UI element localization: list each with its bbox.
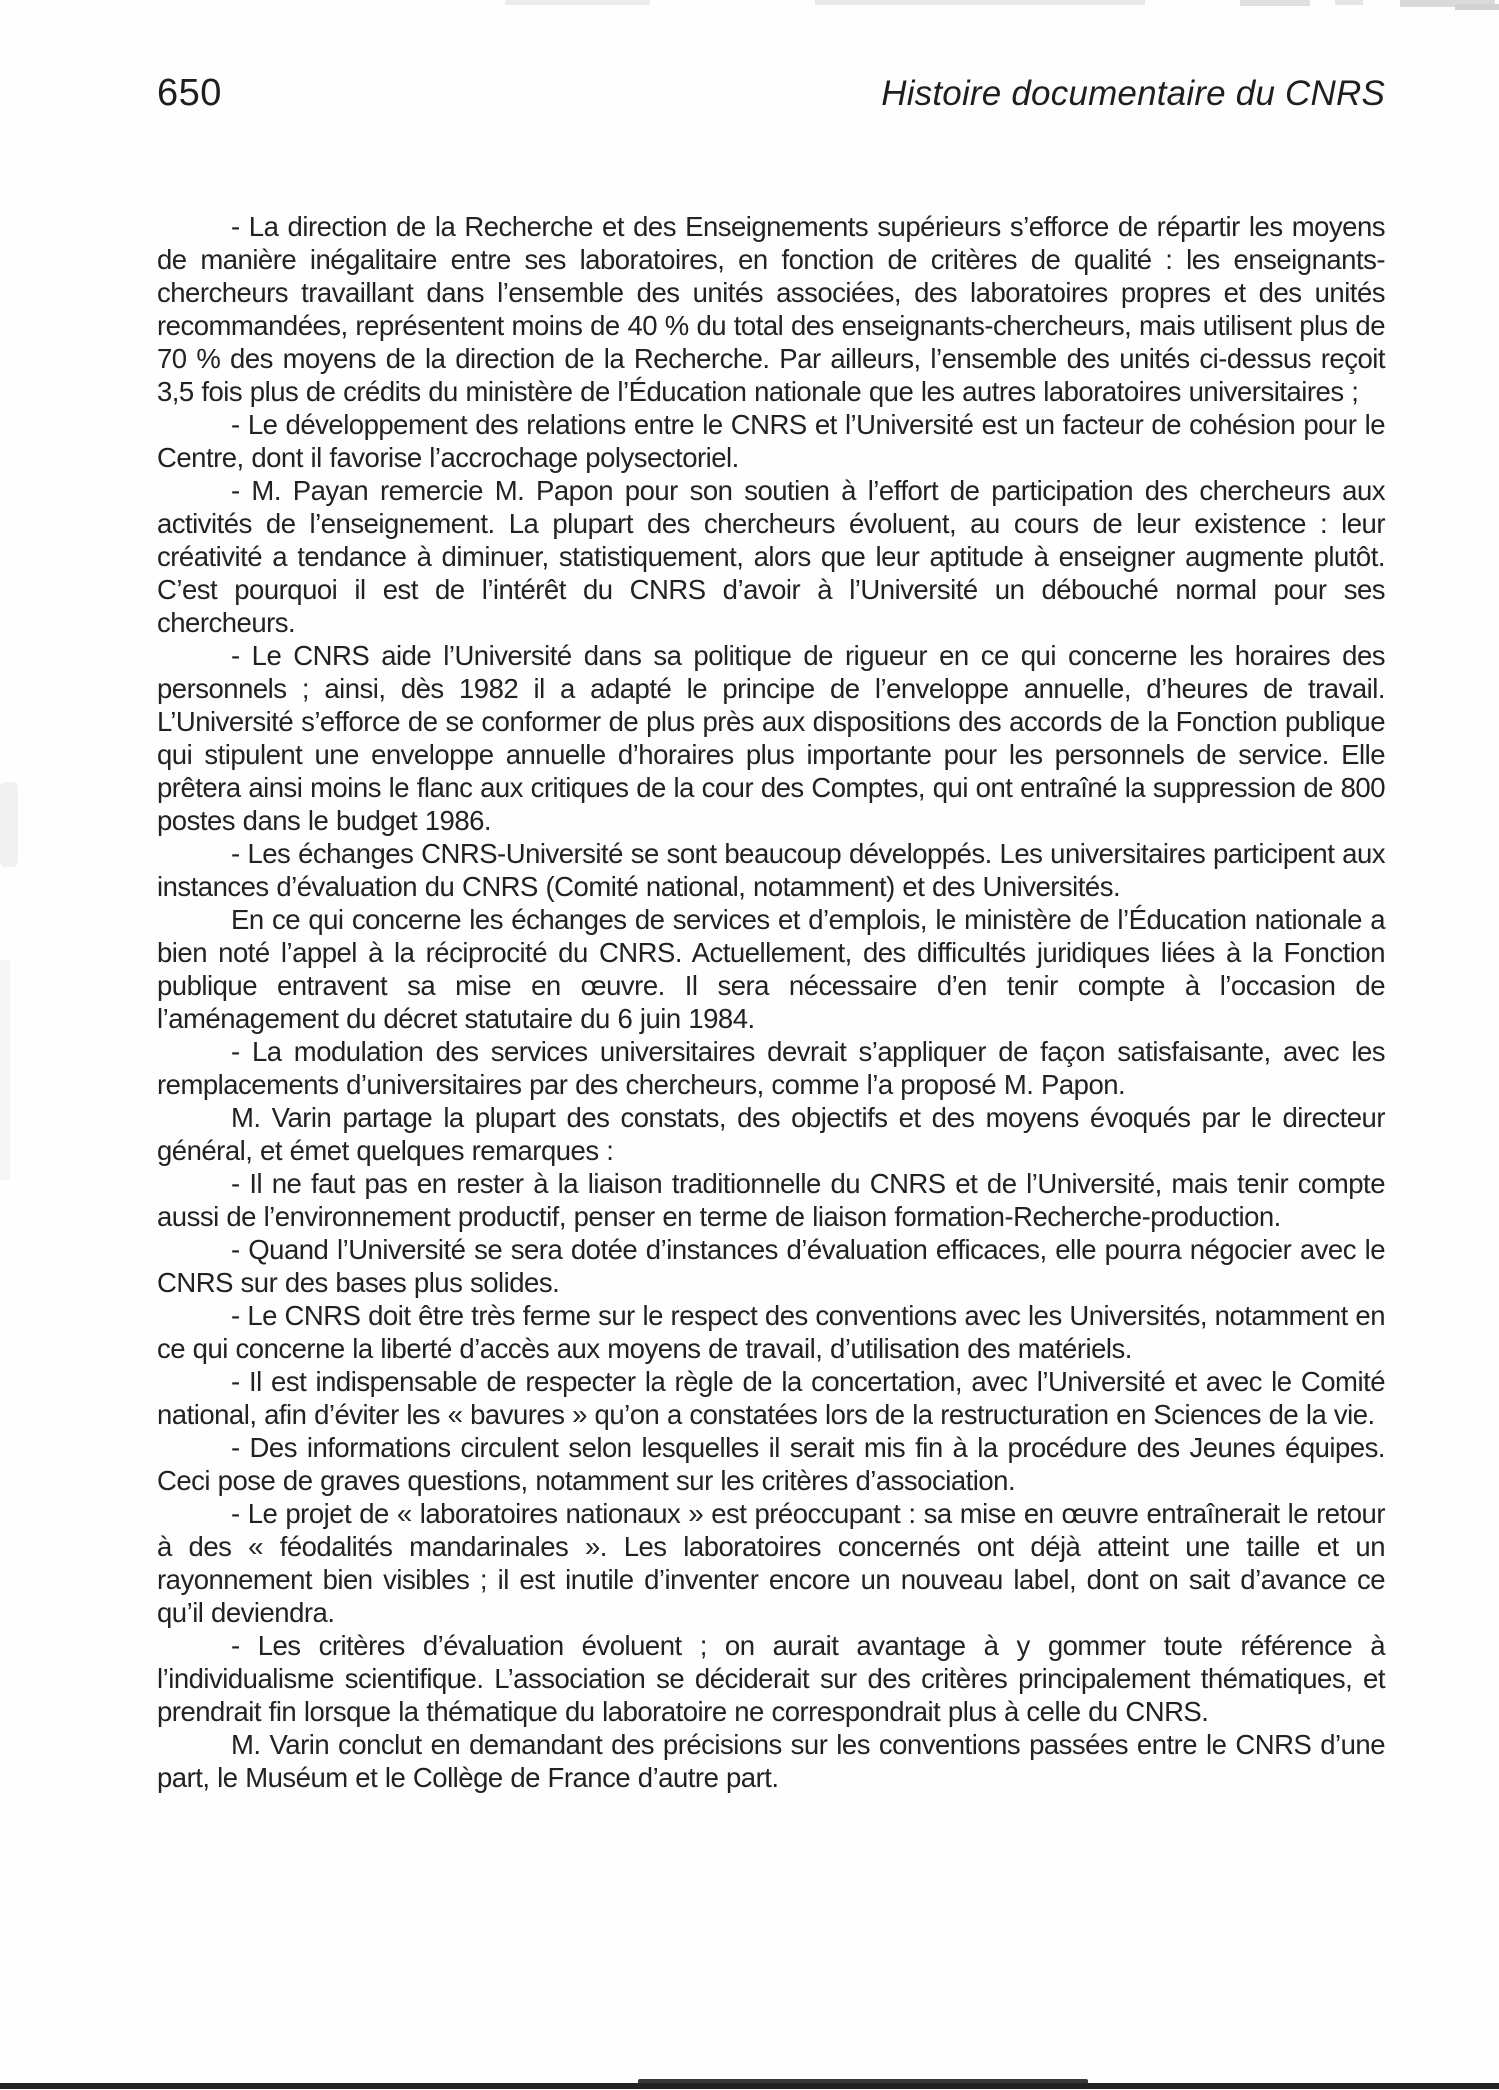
paragraph: - Le CNRS doit être très ferme sur le respect des conventions avec les Universités, notamment en ce qui concerne la liberté d’accès aux moyens de travail, d’utilisation des matériels. (157, 1300, 1385, 1364)
scan-artifact-top-mark (505, 0, 650, 5)
page-number: 650 (157, 72, 222, 114)
scan-artifact-top-mark (1335, 0, 1363, 5)
paragraph: En ce qui concerne les échanges de services et d’emplois, le ministère de l’Éducation nationale a bien noté l’appel à la réciprocité du CNRS. Actuellement, des difficultés juridiques liées à la Fonction publique entravent sa mise en œuvre. Il sera nécessaire d’en tenir compte à l’occasion de l’aménagement du décret statutaire du 6 juin 1984. (157, 904, 1385, 1034)
scan-artifact-top-mark (1400, 0, 1495, 7)
scan-artifact-top-mark (1240, 0, 1310, 6)
paragraph: M. Varin partage la plupart des constats, des objectifs et des moyens évoqués par le directeur général, et émet quelques remarques : (157, 1102, 1385, 1166)
scan-artifact-bottom-line (0, 2083, 1499, 2089)
paragraph: - Le développement des relations entre le CNRS et l’Université est un facteur de cohésion pour le Centre, dont il favorise l’accrochage polysectoriel. (157, 409, 1385, 473)
scan-artifact-left-smudge (0, 782, 18, 867)
paragraph: M. Varin conclut en demandant des précisions sur les conventions passées entre le CNRS d’une part, le Muséum et le Collège de France d’autre part. (157, 1729, 1385, 1793)
paragraph: - Il est indispensable de respecter la règle de la concertation, avec l’Université et avec le Comité national, afin d’éviter les « bavures » qu’on a constatées lors de la restructuration en Sciences de la vie. (157, 1366, 1385, 1430)
running-title: Histoire documentaire du CNRS (881, 74, 1385, 113)
paragraph: - Les critères d’évaluation évoluent ; on aurait avantage à y gommer toute référence à l’individualisme scientifique. L’association se déciderait sur des critères principalement thématiques, et prendrait fin lorsque la thématique du laboratoire ne correspondrait plus à celle du CNRS. (157, 1630, 1385, 1727)
paragraph: - M. Payan remercie M. Papon pour son soutien à l’effort de participation des chercheurs aux activités de l’enseignement. La plupart des chercheurs évoluent, au cours de leur existence : leur créativité a tendance à diminuer, statistiquement, alors que leur aptitude à enseigner augmente plutôt. C’est pourquoi il est de l’intérêt du CNRS d’avoir à l’Université un débouché normal pour ses chercheurs. (157, 475, 1385, 638)
paragraph: - Le projet de « laboratoires nationaux » est préoccupant : sa mise en œuvre entraînerait le retour à des « féodalités mandarinales ». Les laboratoires concernés ont déjà atteint une taille et un rayonnement bien visibles ; il est inutile d’inventer encore un nouveau label, dont on sait d’avance ce qu’il deviendra. (157, 1498, 1385, 1628)
paragraph: - Les échanges CNRS-Université se sont beaucoup développés. Les universitaires participent aux instances d’évaluation du CNRS (Comité national, notamment) et des Universités. (157, 838, 1385, 902)
body-text-block (157, 210, 1385, 1794)
paragraph: - Le CNRS aide l’Université dans sa politique de rigueur en ce qui concerne les horaires des personnels ; ainsi, dès 1982 il a adapté le principe de l’enveloppe annuelle, d’heures de travail. L’Université s’efforce de se conformer de plus près aux dispositions des accords de la Fonction publique qui stipulent une enveloppe annuelle d’horaires plus importante pour les personnels de service. Elle prêtera ainsi moins le flanc aux critiques de la cour des Comptes, qui ont entraîné la suppression de 800 postes dans le budget 1986. (157, 640, 1385, 836)
scan-artifact-bottom-line (638, 2079, 1088, 2084)
scan-artifact-top-mark (815, 0, 1145, 5)
scan-artifact-left-smudge (0, 960, 10, 1180)
running-header (157, 72, 1385, 115)
paragraph: - La modulation des services universitaires devrait s’appliquer de façon satisfaisante, avec les remplacements d’universitaires par des chercheurs, comme l’a proposé M. Papon. (157, 1036, 1385, 1100)
paragraph: - Des informations circulent selon lesquelles il serait mis fin à la procédure des Jeunes équipes. Ceci pose de graves questions, notamment sur les critères d’association. (157, 1432, 1385, 1496)
scan-artifact-top-mark (1455, 4, 1499, 10)
paragraph: - La direction de la Recherche et des Enseignements supérieurs s’efforce de répartir les moyens de manière inégalitaire entre ses laboratoires, en fonction de critères de qualité : les enseignants-chercheurs travaillant dans l’ensemble des unités associées, des laboratoires propres et des unités recommandées, représentent moins de 40 % du total des enseignants-chercheurs, mais utilisent plus de 70 % des moyens de la direction de la Recherche. Par ailleurs, l’ensemble des unités ci-dessus reçoit 3,5 fois plus de crédits du ministère de l’Éducation nationale que les autres laboratoires universitaires ; (157, 211, 1385, 407)
paragraph: - Il ne faut pas en rester à la liaison traditionnelle du CNRS et de l’Université, mais tenir compte aussi de l’environnement productif, penser en terme de liaison formation-Recherche-production. (157, 1168, 1385, 1232)
paragraph: - Quand l’Université se sera dotée d’instances d’évaluation efficaces, elle pourra négocier avec le CNRS sur des bases plus solides. (157, 1234, 1385, 1298)
